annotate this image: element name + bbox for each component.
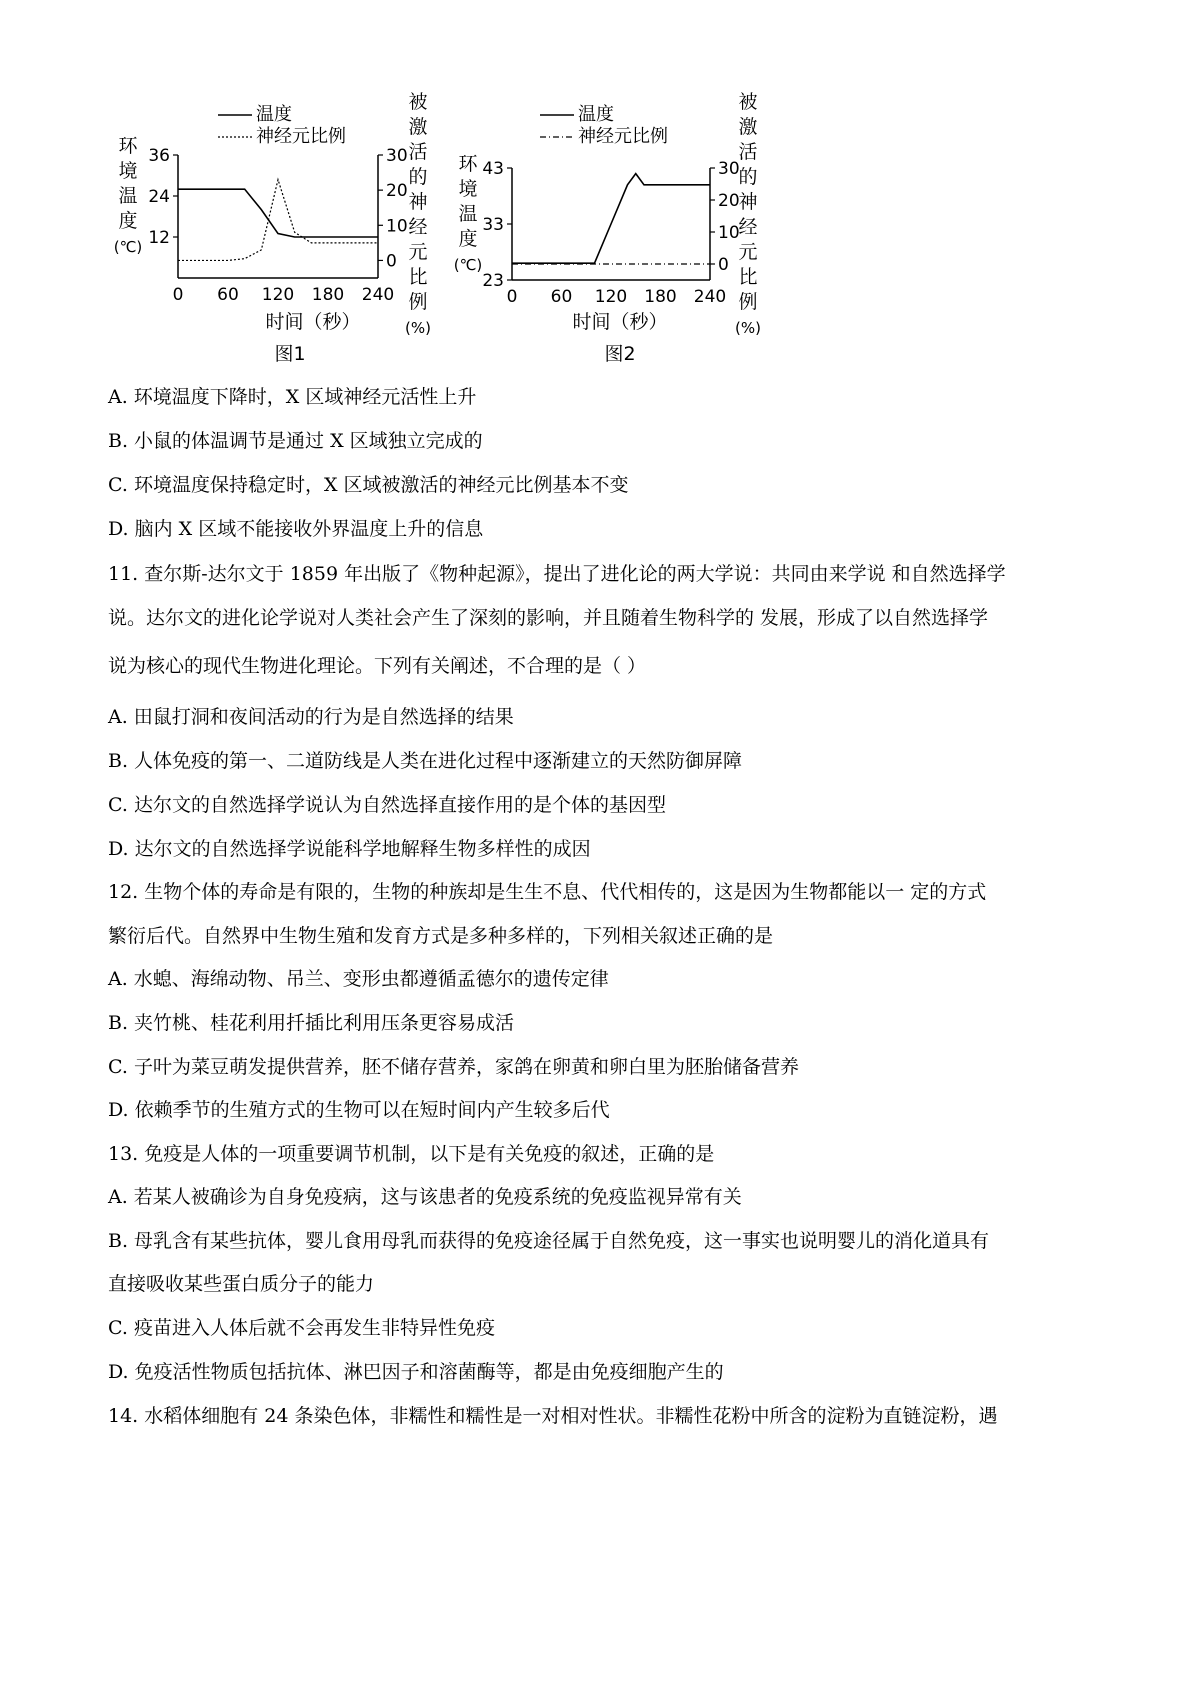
fig2-x-tick-label: 180	[644, 287, 677, 307]
q13-option-c: C. 疫苗进入人体后就不会再发生非特异性免疫	[108, 1317, 495, 1339]
q12-option-d: D. 依赖季节的生殖方式的生物可以在短时间内产生较多后代	[108, 1099, 610, 1121]
fig2-x-axis-label: 时间（秒）	[572, 311, 668, 333]
fig1-y-right-label-char: 元	[408, 241, 428, 263]
q13-option-b: B. 母乳含有某些抗体，婴儿食用母乳而获得的免疫途径属于自然免疫，这一事实也说明婴儿的消化道具有	[108, 1230, 990, 1252]
fig1-y-right-label-char: 活	[408, 141, 428, 163]
fig1-x-tick-label: 180	[311, 285, 345, 305]
fig2-y-right-label-char: 的	[738, 166, 758, 188]
fig2-y-left-label-char: (℃)	[453, 256, 483, 274]
fig1-y-right-label-char: 经	[408, 216, 428, 238]
q11-stem-line1: 11. 查尔斯-达尔文于 1859 年出版了《物种起源》，提出了进化论的两大学说：共同由来学说 和自然选择学	[108, 563, 1006, 585]
fig1-y-right-label-char: 例	[408, 291, 428, 313]
fig1-y-left-label-char: 度	[118, 210, 138, 232]
fig1-y-left-label-char: 环	[118, 135, 138, 157]
fig1-x-tick-label: 240	[361, 285, 395, 305]
fig2-y-left-tick-label: 43	[482, 159, 504, 179]
fig1-y-right-tick-label: 0	[386, 251, 397, 272]
fig1-y-left-label-char: (℃)	[113, 238, 143, 256]
q13-stem-line1: 13. 免疫是人体的一项重要调节机制，以下是有关免疫的叙述，正确的是	[108, 1143, 715, 1165]
fig2-x-tick-label: 120	[594, 287, 628, 307]
figures-area	[100, 90, 860, 410]
fig2-y-left-tick-label: 23	[482, 271, 504, 291]
fig2-y-right-label-char: 比	[738, 266, 758, 288]
fig1-y-right-label-char: 比	[408, 266, 428, 288]
q10-option-d: D. 脑内 X 区域不能接收外界温度上升的信息	[108, 518, 484, 540]
q14-stem-line1: 14. 水稻体细胞有 24 条染色体，非糯性和糯性是一对相对性状。非糯性花粉中所含的淀粉为直链淀粉，遇	[108, 1405, 998, 1427]
fig2-y-right-tick-label: 30	[718, 159, 740, 179]
q11-stem-line2: 说。达尔文的进化论学说对人类社会产生了深刻的影响，并且随着生物科学的 发展，形成了以自然选择学	[108, 607, 989, 629]
q11-stem-line3: 说为核心的现代生物进化理论。下列有关阐述，不合理的是（ ）	[108, 655, 647, 677]
q10-option-a: A. 环境温度下降时，X 区域神经元活性上升	[108, 386, 477, 408]
q13-option-b-cont: 直接吸收某些蛋白质分子的能力	[108, 1273, 375, 1295]
q13-option-d: D. 免疫活性物质包括抗体、淋巴因子和溶菌酶等，都是由免疫细胞产生的	[108, 1361, 724, 1383]
q12-option-c: C. 子叶为菜豆萌发提供营养，胚不储存营养，家鸽在卵黄和卵白里为胚胎储备营养	[108, 1056, 799, 1078]
q10-option-c: C. 环境温度保持稳定时，X 区域被激活的神经元比例基本不变	[108, 474, 629, 496]
fig2-y-right-label-char: 元	[738, 241, 758, 263]
fig1-legend-label-temperature: 温度	[256, 104, 292, 125]
fig1-series-neurons-line	[178, 180, 378, 261]
fig1-y-right-label-char: 的	[408, 166, 428, 188]
fig2-y-right-tick-label: 10	[718, 223, 740, 243]
fig1-y-left-tick-label: 36	[148, 146, 170, 166]
q12-option-a: A. 水螅、海绵动物、吊兰、变形虫都遵循孟德尔的遗传定律	[108, 968, 609, 990]
fig1-series-temperature-line	[178, 189, 378, 237]
q11-option-d: D. 达尔文的自然选择学说能科学地解释生物多样性的成因	[108, 838, 591, 860]
fig2-y-left-tick-label: 33	[482, 215, 504, 235]
fig1-y-left-tick-label: 24	[148, 187, 170, 207]
fig2-y-left-label-char: 温	[458, 203, 478, 225]
q11-option-a: A. 田鼠打洞和夜间活动的行为是自然选择的结果	[108, 706, 514, 728]
fig1-x-tick-label: 0	[172, 285, 184, 305]
q11-option-b: B. 人体免疫的第一、二道防线是人类在进化过程中逐渐建立的天然防御屏障	[108, 750, 743, 772]
fig2-x-tick-label: 0	[506, 287, 518, 307]
fig1-x-axis-label: 时间（秒）	[265, 311, 361, 333]
fig2-y-right-label-char: 神	[738, 191, 758, 213]
fig1-y-left-label-char: 境	[118, 160, 138, 182]
fig1-legend-label-neurons: 神经元比例	[256, 126, 346, 147]
fig1-y-right-tick-label: 20	[386, 181, 408, 202]
fig2-y-left-label-char: 境	[458, 178, 478, 200]
q13-option-a: A. 若某人被确诊为自身免疫病，这与该患者的免疫系统的免疫监视异常有关	[108, 1186, 742, 1208]
fig1-caption: 图1	[274, 343, 306, 365]
fig2-y-left-label-char: 度	[458, 228, 478, 250]
fig2-y-right-label-char: 被	[738, 91, 758, 113]
fig2-y-right-label-char: 活	[738, 141, 758, 163]
fig2-legend-label-temperature: 温度	[578, 104, 614, 125]
fig1-y-right-label-char: 神	[408, 191, 428, 213]
fig1-y-left-tick-label: 12	[148, 228, 170, 248]
q12-stem-line1: 12. 生物个体的寿命是有限的，生物的种族却是生生不息、代代相传的，这是因为生物都能以一 定的方式	[108, 881, 987, 903]
fig1-y-right-label-char: 激	[408, 116, 428, 138]
fig2-y-right-tick-label: 20	[718, 191, 740, 211]
fig2-y-right-label-char: 例	[738, 291, 758, 313]
figures-svg	[100, 90, 860, 410]
fig2-x-tick-label: 60	[550, 287, 573, 307]
q12-stem-line2: 繁衍后代。自然界中生物生殖和发育方式是多种多样的，下列相关叙述正确的是	[108, 925, 774, 947]
q12-option-b: B. 夹竹桃、桂花利用扦插比利用压条更容易成活	[108, 1012, 515, 1034]
fig2-series-temperature-line	[512, 174, 710, 264]
fig1-y-right-tick-label: 10	[386, 216, 408, 237]
fig2-y-right-label-char: 经	[738, 216, 758, 238]
q11-option-c: C. 达尔文的自然选择学说认为自然选择直接作用的是个体的基因型	[108, 794, 666, 816]
fig2-y-right-label-char: (%)	[735, 319, 761, 337]
fig1-x-tick-label: 60	[217, 285, 239, 305]
fig1-y-right-tick-label: 30	[386, 146, 408, 166]
fig2-legend-label-neurons: 神经元比例	[578, 126, 668, 147]
fig1-y-right-label-char: (%)	[405, 319, 431, 337]
fig1-x-tick-label: 120	[261, 285, 295, 305]
q10-option-b: B. 小鼠的体温调节是通过 X 区域独立完成的	[108, 430, 483, 452]
fig2-x-tick-label: 240	[693, 287, 727, 307]
fig2-y-right-label-char: 激	[738, 116, 758, 138]
fig2-y-right-tick-label: 0	[718, 255, 729, 275]
fig1-y-right-label-char: 被	[408, 91, 428, 113]
fig2-caption: 图2	[604, 343, 636, 365]
fig2-y-left-label-char: 环	[458, 153, 478, 175]
fig1-y-left-label-char: 温	[118, 185, 138, 207]
